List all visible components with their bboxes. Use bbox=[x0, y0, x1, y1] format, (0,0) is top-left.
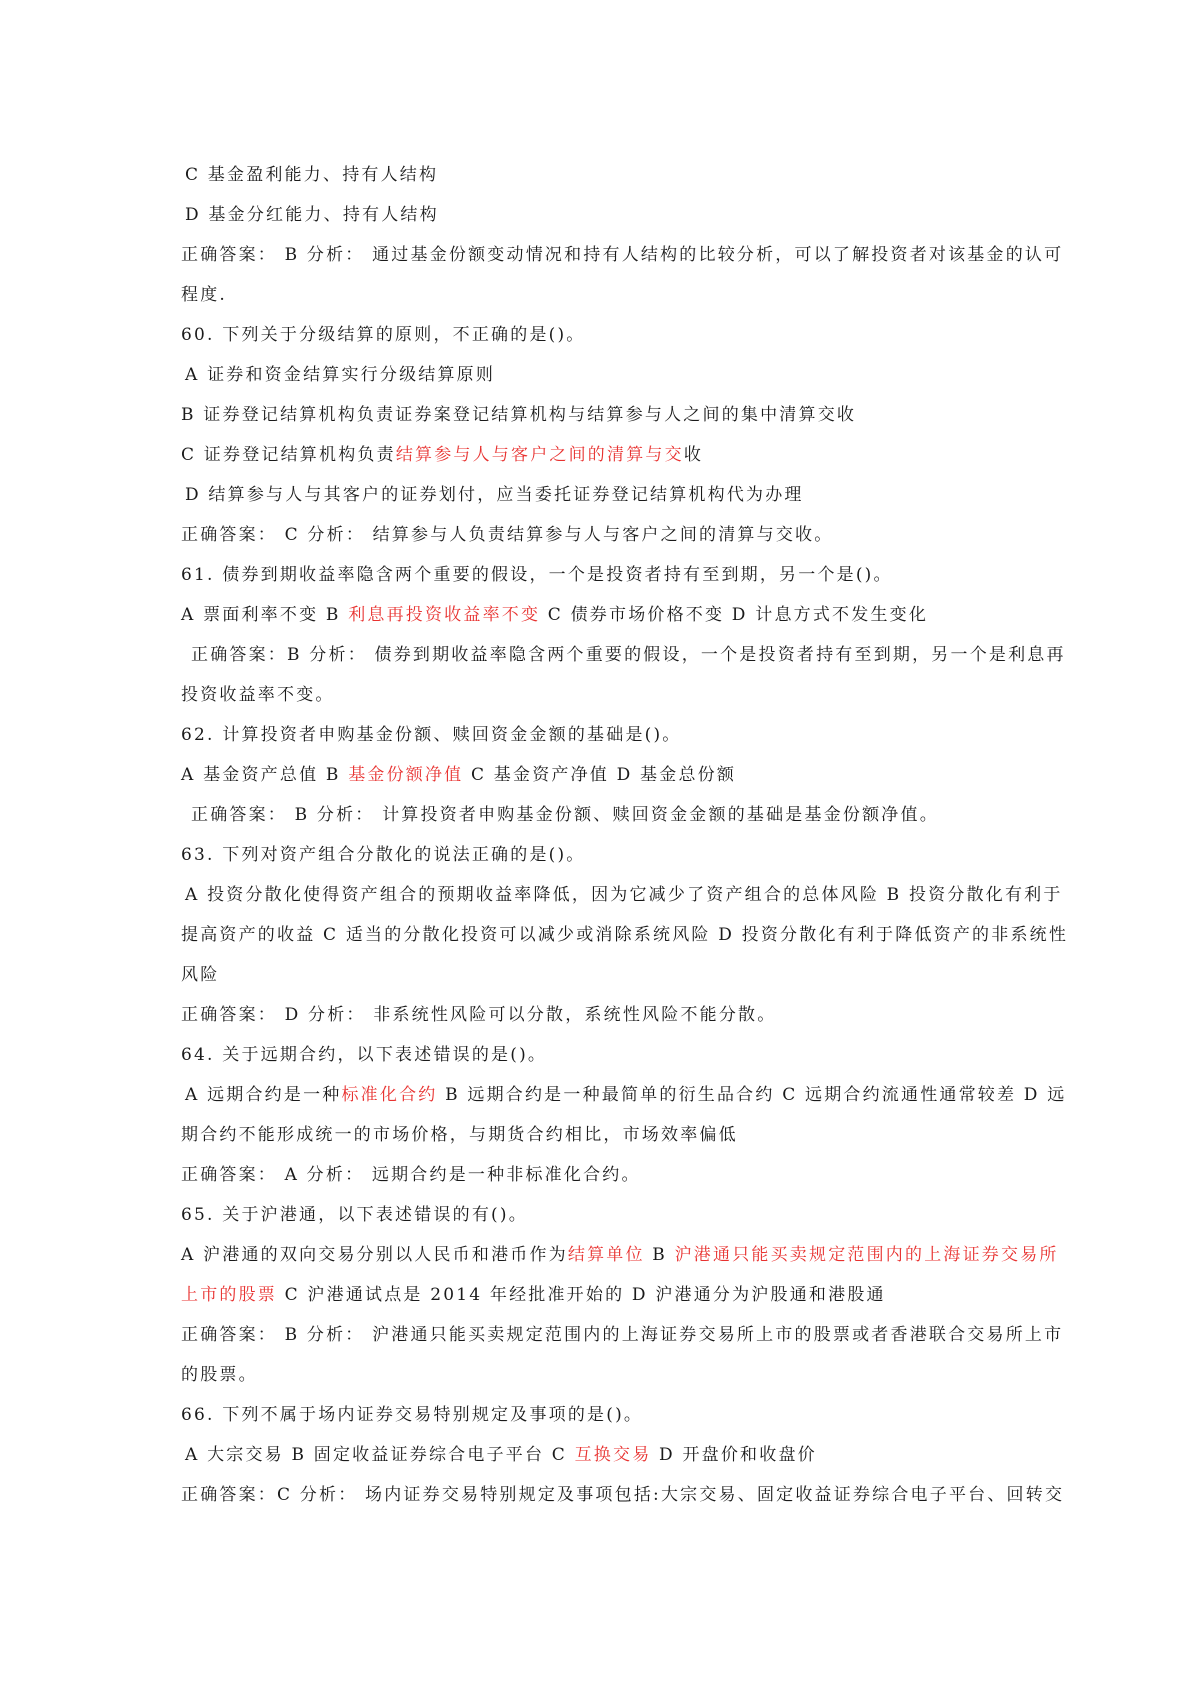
line-text: 正确答案： B 分析： 通过基金份额变动情况和持有人结构的比较分析，可以了解投资者对该基金的认可 bbox=[181, 245, 1064, 265]
line-text: 收 bbox=[683, 445, 704, 465]
text-line-l30 bbox=[181, 1315, 1064, 1355]
text-line-l05 bbox=[181, 315, 1021, 355]
text-line-l19 bbox=[181, 875, 1063, 915]
line-text: D 基金分红能力、持有人结构 bbox=[185, 205, 439, 225]
line-text: 64. 关于远期合约，以下表述错误的是()。 bbox=[181, 1045, 548, 1065]
highlighted-answer: 标准化合约 bbox=[341, 1085, 438, 1105]
document-body bbox=[181, 155, 1069, 1515]
text-line-l04 bbox=[181, 275, 1021, 315]
line-text: 期合约不能形成统一的市场价格，与期货合约相比，市场效率偏低 bbox=[181, 1125, 738, 1145]
text-line-l20 bbox=[181, 915, 1069, 955]
highlighted-answer: 利息再投资收益率不变 bbox=[348, 605, 541, 625]
line-text: 65. 关于沪港通，以下表述错误的有()。 bbox=[181, 1205, 528, 1225]
line-text: A 大宗交易 B 固定收益证券综合电子平台 C bbox=[185, 1445, 575, 1465]
text-line-l29 bbox=[181, 1275, 1021, 1315]
highlighted-answer: 上市的股票 bbox=[181, 1285, 277, 1305]
text-line-l06 bbox=[181, 355, 1021, 395]
line-text: 程度. bbox=[181, 285, 228, 305]
text-line-l09 bbox=[181, 475, 1021, 515]
text-line-l23 bbox=[181, 1035, 1021, 1075]
text-line-l14 bbox=[181, 675, 1021, 715]
text-line-l12 bbox=[181, 595, 1021, 635]
highlighted-answer: 互换交易 bbox=[574, 1445, 652, 1465]
line-text: A 远期合约是一种 bbox=[185, 1085, 342, 1105]
text-line-l28 bbox=[181, 1235, 1059, 1275]
line-text: A 票面利率不变 B bbox=[181, 605, 349, 625]
line-text: C 基金盈利能力、持有人结构 bbox=[185, 165, 439, 185]
line-text: 正确答案： D 分析： 非系统性风险可以分散，系统性风险不能分散。 bbox=[181, 1005, 777, 1025]
text-line-l27 bbox=[181, 1195, 1021, 1235]
text-line-l01 bbox=[181, 155, 1021, 195]
line-text: D 结算参与人与其客户的证券划付，应当委托证券登记结算机构代为办理 bbox=[185, 485, 804, 505]
line-text: A 基金资产总值 B bbox=[181, 765, 349, 785]
line-text: A 沪港通的双向交易分别以人民币和港币作为 bbox=[181, 1245, 568, 1265]
highlighted-answer: 沪港通只能买卖规定范围内的上海证券交易所 bbox=[674, 1245, 1059, 1265]
line-text: 63. 下列对资产组合分散化的说法正确的是()。 bbox=[181, 845, 586, 865]
text-line-l26 bbox=[181, 1155, 1021, 1195]
line-text: B 证券登记结算机构负责证券案登记结算机构与结算参与人之间的集中清算交收 bbox=[181, 405, 857, 425]
line-text: C 沪港通试点是 2014 年经批准开始的 D 沪港通分为沪股通和港股通 bbox=[277, 1285, 886, 1305]
text-line-l15 bbox=[181, 715, 1021, 755]
text-line-l16 bbox=[181, 755, 1021, 795]
line-text: 风险 bbox=[181, 965, 220, 985]
text-line-l25 bbox=[181, 1115, 1021, 1155]
line-text: 提高资产的收益 C 适当的分散化投资可以减少或消除系统风险 D 投资分散化有利于降低资产的非系统性 bbox=[181, 925, 1069, 945]
line-text: 60. 下列关于分级结算的原则，不正确的是()。 bbox=[181, 325, 586, 345]
line-text: C 债券市场价格不变 D 计息方式不发生变化 bbox=[540, 605, 929, 625]
line-text: A 投资分散化使得资产组合的预期收益率降低，因为它减少了资产组合的总体风险 B 投资分散化有利于 bbox=[185, 885, 1063, 905]
text-line-l32 bbox=[181, 1395, 1021, 1435]
line-text: 投资收益率不变。 bbox=[181, 685, 335, 705]
text-line-l07 bbox=[181, 395, 1021, 435]
text-line-l13 bbox=[181, 635, 1066, 675]
text-line-l34 bbox=[181, 1475, 1065, 1515]
line-text: 的股票。 bbox=[181, 1365, 258, 1385]
highlighted-answer: 结算参与人与客户之间的清算与交 bbox=[395, 445, 684, 465]
text-line-l33 bbox=[181, 1435, 1021, 1475]
text-line-l31 bbox=[181, 1355, 1021, 1395]
highlighted-answer: 基金份额净值 bbox=[348, 765, 464, 785]
line-text: 61. 债券到期收益率隐含两个重要的假设，一个是投资者持有至到期，另一个是()。 bbox=[181, 565, 893, 585]
line-text: 正确答案：B 分析： 债券到期收益率隐含两个重要的假设，一个是投资者持有至到期，另一个是利息再 bbox=[191, 645, 1066, 665]
text-line-l22 bbox=[181, 995, 1021, 1035]
text-line-l08 bbox=[181, 435, 1021, 475]
line-text: D 开盘价和收盘价 bbox=[651, 1445, 817, 1465]
text-line-l03 bbox=[181, 235, 1064, 275]
line-text: 66. 下列不属于场内证券交易特别规定及事项的是()。 bbox=[181, 1405, 644, 1425]
text-line-l11 bbox=[181, 555, 1021, 595]
line-text: 正确答案： B 分析： 计算投资者申购基金份额、赎回资金金额的基础是基金份额净值。 bbox=[191, 805, 939, 825]
text-line-l24 bbox=[181, 1075, 1067, 1115]
line-text: B bbox=[644, 1245, 675, 1265]
text-line-l10 bbox=[181, 515, 1021, 555]
line-text: C 基金资产净值 D 基金总份额 bbox=[463, 765, 737, 785]
line-text: 正确答案： C 分析： 结算参与人负责结算参与人与客户之间的清算与交收。 bbox=[181, 525, 834, 545]
text-line-l17 bbox=[181, 795, 1021, 835]
line-text: B 远期合约是一种最简单的衍生品合约 C 远期合约流通性通常较差 D 远 bbox=[437, 1085, 1067, 1105]
line-text: 62. 计算投资者申购基金份额、赎回资金金额的基础是()。 bbox=[181, 725, 682, 745]
line-text: 正确答案： A 分析： 远期合约是一种非标准化合约。 bbox=[181, 1165, 641, 1185]
line-text: C 证券登记结算机构负责 bbox=[181, 445, 396, 465]
line-text: 正确答案： B 分析： 沪港通只能买卖规定范围内的上海证券交易所上市的股票或者香港联合交易所上市 bbox=[181, 1325, 1064, 1345]
text-line-l21 bbox=[181, 955, 1021, 995]
text-line-l02 bbox=[181, 195, 1021, 235]
text-line-l18 bbox=[181, 835, 1021, 875]
line-text: 正确答案：C 分析： 场内证券交易特别规定及事项包括:大宗交易、固定收益证券综合电子平台、回转交 bbox=[181, 1485, 1065, 1505]
line-text: A 证券和资金结算实行分级结算原则 bbox=[185, 365, 496, 385]
highlighted-answer: 结算单位 bbox=[567, 1245, 645, 1265]
